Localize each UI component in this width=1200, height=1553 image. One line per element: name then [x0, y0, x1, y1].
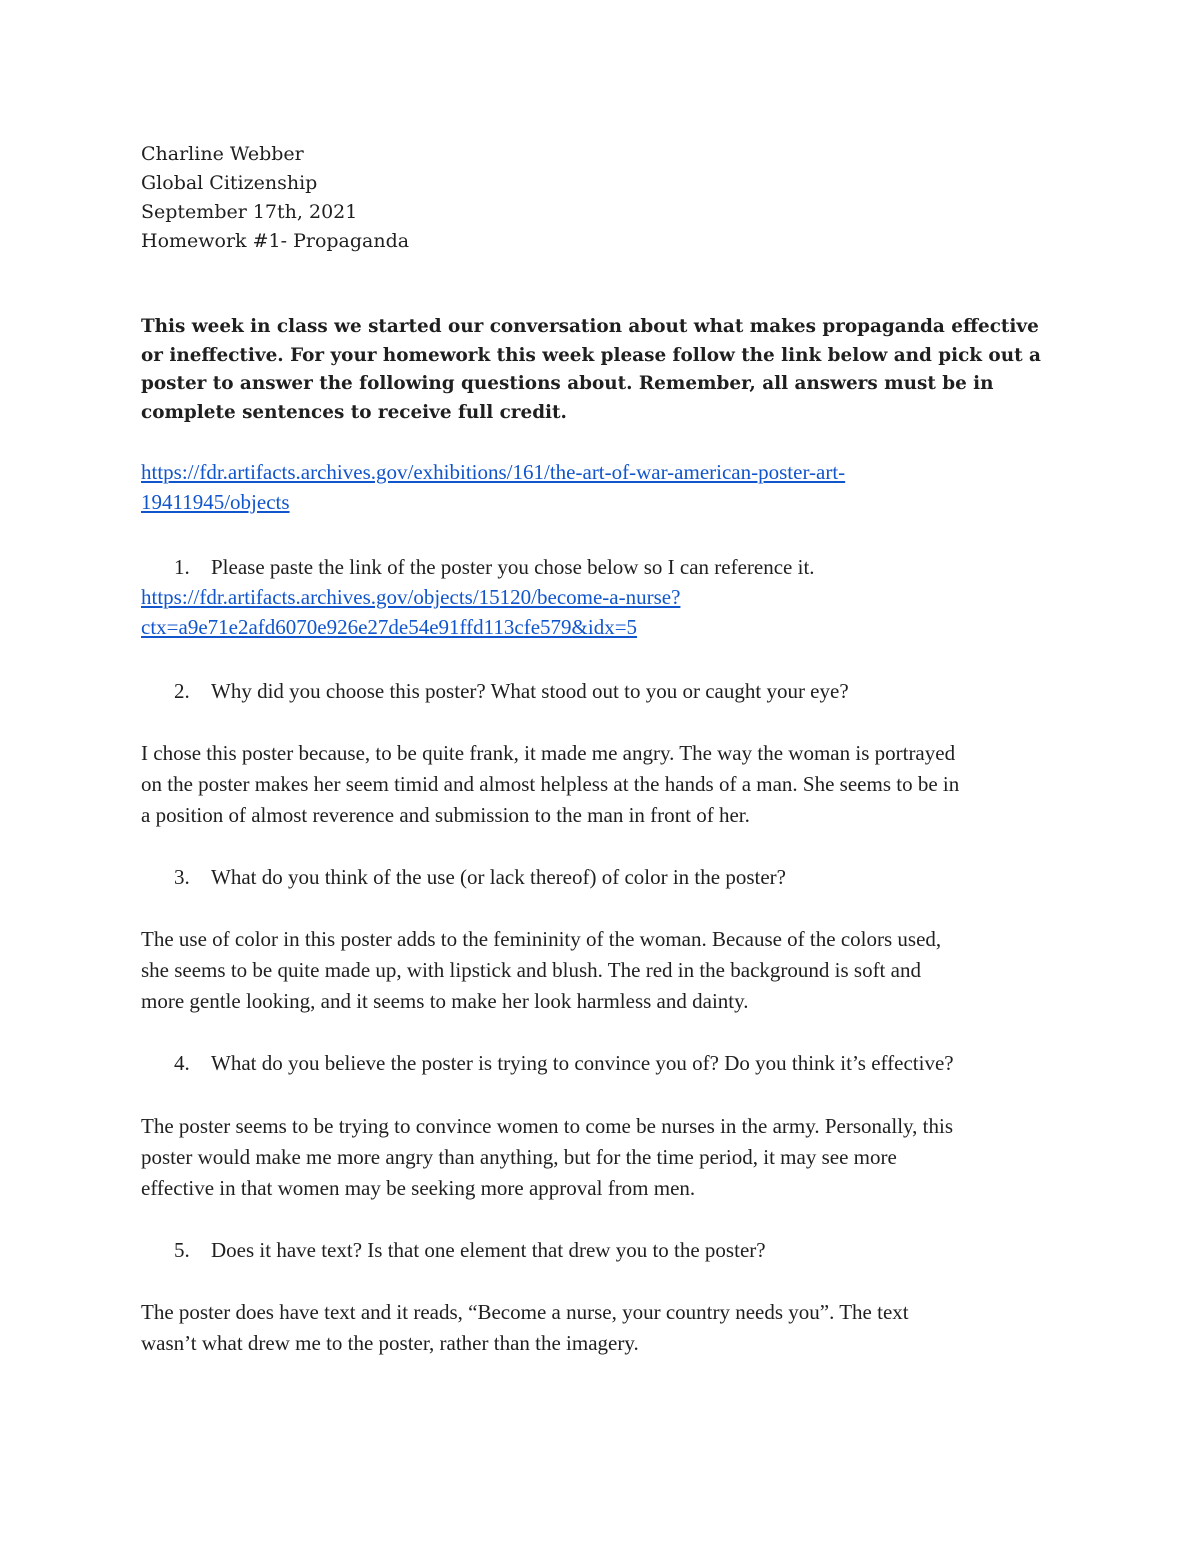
question-number: 2. [174, 679, 190, 703]
answer-line: on the poster makes her seem timid and almost helpless at the hands of a man. She seems to be in [141, 772, 960, 796]
document-header [141, 140, 409, 256]
question-2 [174, 676, 849, 706]
exhibition-link-line2[interactable]: 19411945/objects [141, 490, 290, 514]
question-text: Does it have text? Is that one element that drew you to the poster? [211, 1238, 766, 1262]
answer-line: a position of almost reverence and submission to the man in front of her. [141, 803, 750, 827]
question-4 [174, 1048, 954, 1078]
question-text: What do you believe the poster is trying to convince you of? Do you think it’s effective? [211, 1051, 954, 1075]
answer-line: poster would make me more angry than anything, but for the time period, it may see more [141, 1145, 897, 1169]
answer-line: The use of color in this poster adds to the femininity of the woman. Because of the colors used, [141, 927, 942, 951]
question-1 [174, 552, 815, 582]
answer-line: more gentle looking, and it seems to make her look harmless and dainty. [141, 989, 749, 1013]
instructions-text-part1: This week in class we started our conversation about what makes propaganda effective or ineffective. For your homework this week please follow the link below and pick out a poster to answer the following questions about. Remember, all answers must be in [141, 316, 1041, 394]
question-text: Why did you choose this poster? What stood out to you or caught your eye? [211, 679, 849, 703]
instructions-text-part2: to receive full credit. [344, 401, 567, 423]
answer-4 [141, 1111, 1081, 1204]
question-3 [174, 862, 786, 892]
answer-line: wasn’t what drew me to the poster, rather than the imagery. [141, 1331, 639, 1355]
exhibition-link[interactable] [141, 457, 961, 517]
question-number: 5. [174, 1238, 190, 1262]
answer-line: The poster does have text and it reads, “Become a nurse, your country needs you”. The text [141, 1300, 909, 1324]
answer-line: The poster seems to be trying to convince women to come be nurses in the army. Personally, this [141, 1114, 954, 1138]
student-name: Charline Webber [141, 143, 304, 165]
question-number: 4. [174, 1051, 190, 1075]
question-5 [174, 1235, 766, 1265]
question-number: 3. [174, 865, 190, 889]
instructions-text-emphasis: complete sentences [141, 401, 345, 423]
poster-link-line1[interactable]: https://fdr.artifacts.archives.gov/objects/15120/become-a-nurse? [141, 585, 681, 609]
exhibition-link-line1[interactable]: https://fdr.artifacts.archives.gov/exhibitions/161/the-art-of-war-american-poster-art- [141, 460, 846, 484]
question-text: Please paste the link of the poster you chose below so I can reference it. [211, 555, 815, 579]
answer-2 [141, 738, 1081, 831]
answer-line: I chose this poster because, to be quite frank, it made me angry. The way the woman is portrayed [141, 741, 956, 765]
poster-link[interactable] [141, 582, 680, 642]
instructions-paragraph [141, 313, 1041, 427]
question-text: What do you think of the use (or lack thereof) of color in the poster? [211, 865, 786, 889]
answer-line: she seems to be quite made up, with lipstick and blush. The red in the background is soft and [141, 958, 921, 982]
answer-5 [141, 1297, 1081, 1359]
question-number: 1. [174, 555, 190, 579]
answer-line: effective in that women may be seeking more approval from men. [141, 1176, 696, 1200]
poster-link-line2[interactable]: ctx=a9e71e2afd6070e926e27de54e91ffd113cfe579&idx=5 [141, 615, 638, 639]
assignment-title: Homework #1- Propaganda [141, 230, 410, 252]
assignment-date: September 17th, 2021 [141, 201, 358, 223]
course-name: Global Citizenship [141, 172, 318, 194]
answer-3 [141, 924, 1081, 1017]
